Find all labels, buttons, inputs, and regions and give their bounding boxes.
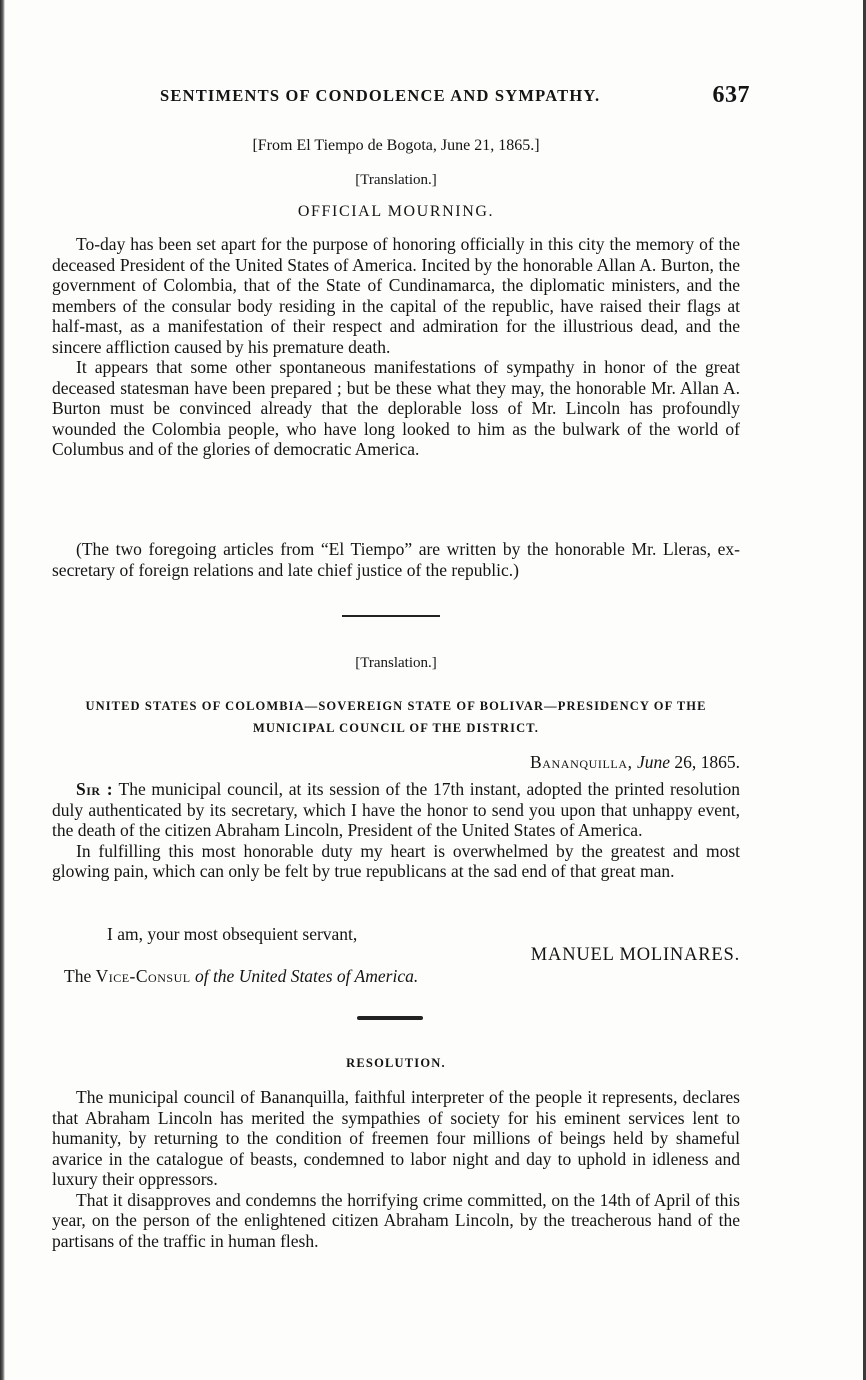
resolution-body [52,1087,740,1251]
paragraph: The municipal council of Bananquilla, faithful interpreter of the people it represents, declares that Abraham Lincoln has merited the sympathies of society for his eminent services lent to humanity, by returning to the condition of freemen four millions of beings held by shameful avarice in the catalogue of beasts, condemned to labor night and day to uphold in idleness and luxury their oppressors. [52,1087,740,1189]
section-divider [357,1016,423,1020]
paragraph: It appears that some other spontaneous manifestations of sympathy in honor of the great deceased statesman have been prepared ; but be these what they may, the honorable Mr. Allan A. Burton must be convinced already that the deplorable loss of Mr. Lincoln has profoundly wounded the Colombia people, who have long looked to him as the bulwark of the world of Columbus and of the glories of democratic America. [52,357,740,459]
article-body [52,234,740,460]
section-divider [342,615,440,617]
addressee-title: Vice-Consul [95,966,191,986]
date-month: June [636,752,670,772]
editorial-note [52,539,740,580]
page-edge-left [0,0,5,1380]
paragraph [52,779,740,841]
signature: MANUEL MOLINARES. [530,945,740,965]
closing: I am, your most obsequient servant, [107,924,358,944]
date-rest: 26, 1865. [674,752,740,772]
article-title: OFFICIAL MOURNING. [297,203,495,220]
paragraph-text: The municipal council, at its session of the 17th instant, adopted the printed resolution duly authenticated by its secretary, which I have the honor to send you upon that unhappy event, the death of the citizen Abraham Lincoln, President of the United States of America. [52,779,740,840]
date-place: Bananquilla, [530,752,633,772]
paragraph: In fulfilling this most honorable duty my heart is overwhelmed by the greatest and most glowing pain, which can only be felt by true republicans at the sad end of that great man. [52,840,740,881]
paragraph: To-day has been set apart for the purpose of honoring officially in this city the memory of the deceased President of the United States of America. Incited by the honorable Allan A. Burton, the government of Colombia, that of the State of Cundinamarca, the diplomatic ministers, and the members of the consular body residing in the capital of the republic, have raised their flags at half-mast, as a manifestation of their respect and admiration for the illustrious dead, and the sincere affliction caused by his premature death. [52,234,740,357]
running-title: SENTIMENTS OF CONDOLENCE AND SYMPATHY. [160,86,601,105]
letter-heading: UNITED STATES OF COLOMBIA—SOVEREIGN STATE OF BOLIVAR—PRESIDENCY OF THE MUNICIPAL COUNCIL OF THE DISTRICT. [85,699,707,735]
dateline [52,752,740,773]
addressee-rest: of the United States of America. [194,966,419,986]
resolution-heading: RESOLUTION. [346,1056,446,1070]
translation-note: [Translation.] [355,655,437,671]
running-head [160,82,750,112]
addressee-prefix: The [64,966,92,986]
letter-body [52,779,740,882]
source-citation: [From El Tiempo de Bogota, June 21, 1865.] [252,137,540,154]
salutation: Sir : [76,779,114,799]
addressee [52,966,752,987]
paragraph: That it disapproves and condemns the horrifying crime committed, on the 14th of April of this year, on the person of the enlightened citizen Abraham Lincoln, by the treacherous hand of the partisans of the traffic in human flesh. [52,1189,740,1251]
note-paragraph: (The two foregoing articles from “El Tiempo” are written by the honorable Mr. Lleras, ex-secretary of foreign relations and late chief justice of the republic.) [52,539,740,580]
page-number: 637 [712,82,750,108]
translation-note: [Translation.] [355,172,437,188]
